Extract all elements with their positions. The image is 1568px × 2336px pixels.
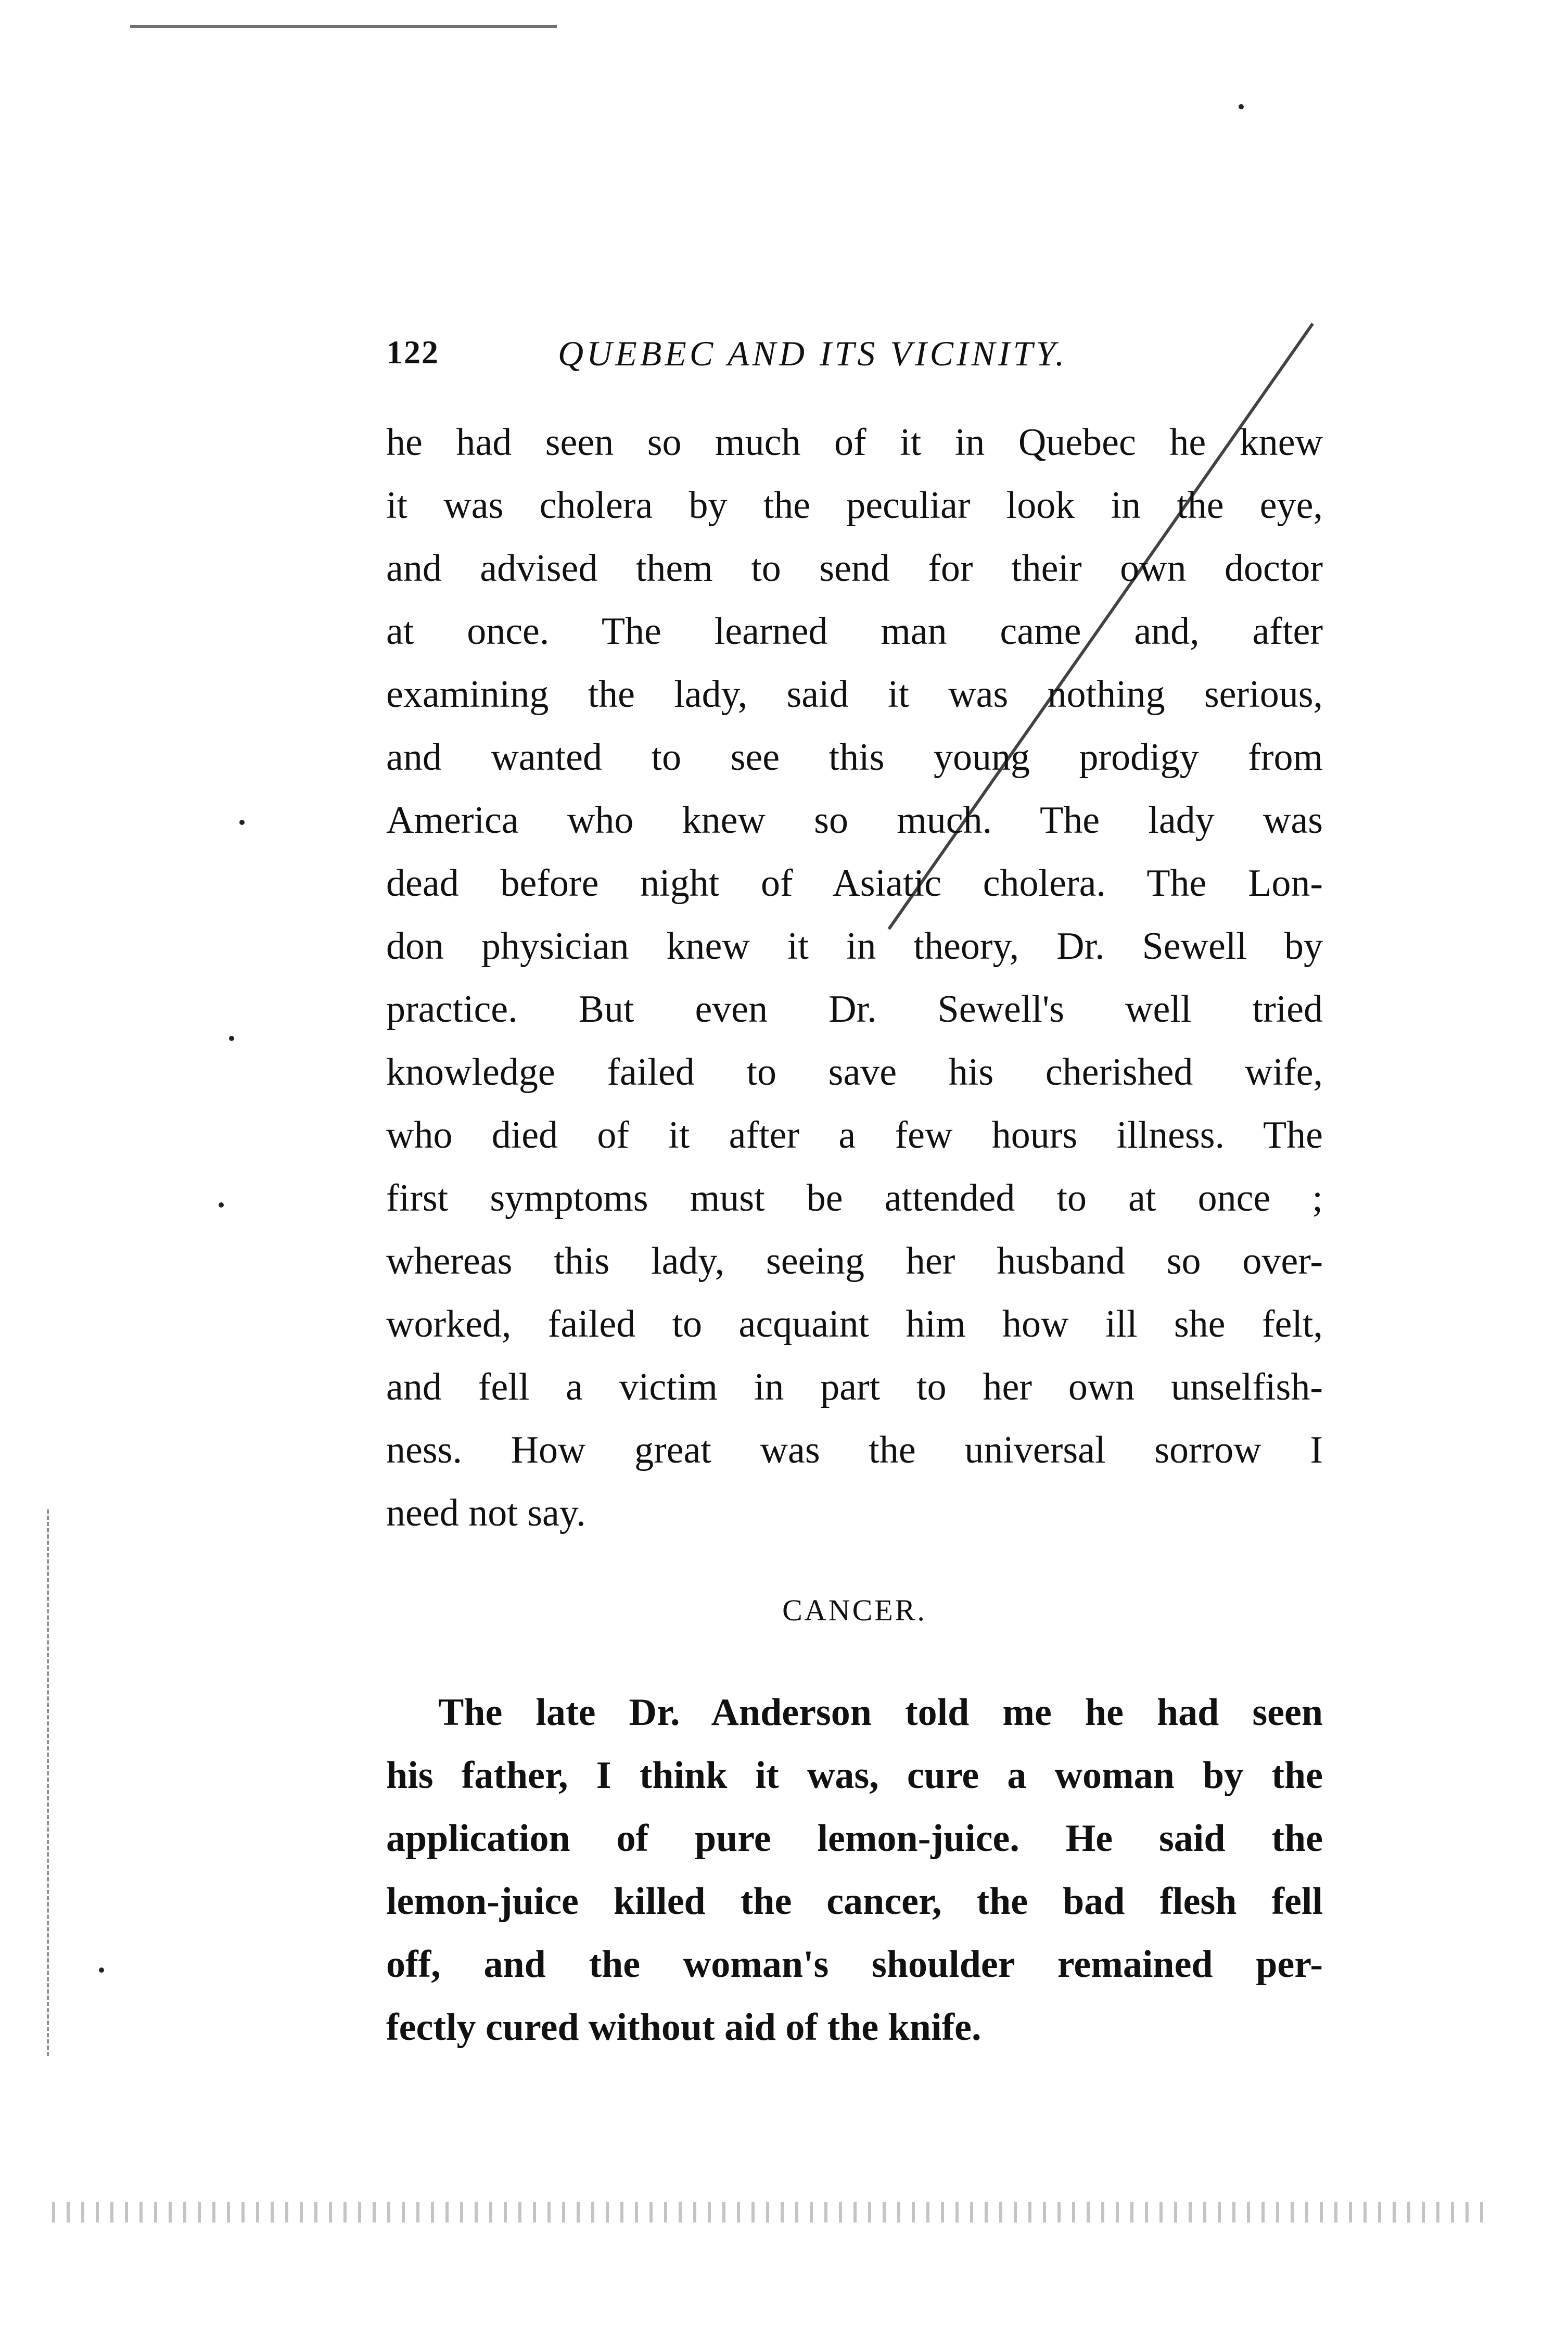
- text-line: knowledge failed to save his cherished wife,: [386, 1051, 1323, 1094]
- scan-artifact-bottom: [52, 2202, 1483, 2223]
- text-line: and fell a victim in part to her own unselfish-: [386, 1366, 1323, 1408]
- text-line: first symptoms must be attended to at once ;: [386, 1177, 1323, 1220]
- body-paragraph: [386, 411, 1323, 1545]
- text-line: need not say.: [386, 1492, 586, 1534]
- text-line: off, and the woman's shoulder remained per-: [386, 1943, 1323, 1986]
- text-line: practice. But even Dr. Sewell's well tried: [386, 988, 1323, 1031]
- text-line: ness. How great was the universal sorrow I: [386, 1429, 1323, 1471]
- text-line: lemon-juice killed the cancer, the bad flesh fell: [386, 1880, 1323, 1923]
- scan-speck: [219, 1202, 224, 1208]
- text-line: his father, I think it was, cure a woman by the: [386, 1754, 1323, 1797]
- running-title: QUEBEC AND ITS VICINITY.: [558, 334, 1067, 373]
- text-line: dead before night of Asiatic cholera. The Lon-: [386, 862, 1323, 905]
- text-line: America who knew so much. The lady was: [386, 799, 1323, 842]
- text-line: examining the lady, said it was nothing serious,: [386, 673, 1323, 716]
- section-paragraph: [386, 1681, 1323, 2059]
- page-number: 122: [386, 334, 439, 371]
- scan-speck: [99, 1967, 104, 1973]
- text-line: he had seen so much of it in Quebec he knew: [386, 421, 1323, 464]
- text-line: The late Dr. Anderson told me he had seen: [438, 1691, 1323, 1734]
- text-line: and wanted to see this young prodigy from: [386, 736, 1323, 779]
- text-line: application of pure lemon-juice. He said the: [386, 1817, 1323, 1860]
- scan-speck: [239, 820, 245, 825]
- page-header: [386, 333, 1208, 380]
- text-line: worked, failed to acquaint him how ill she felt,: [386, 1303, 1323, 1345]
- text-line: and advised them to send for their own doctor: [386, 547, 1323, 590]
- text-line: don physician knew it in theory, Dr. Sewell by: [386, 925, 1323, 968]
- scan-artifact-margin: [47, 1509, 51, 2056]
- text-line: at once. The learned man came and, after: [386, 610, 1323, 653]
- text-line: who died of it after a few hours illness. The: [386, 1114, 1323, 1157]
- scan-artifact-rule: [130, 25, 557, 28]
- scan-speck: [1239, 104, 1244, 109]
- text-line: fectly cured without aid of the knife.: [386, 2006, 981, 2049]
- scan-speck: [229, 1036, 234, 1041]
- section-heading: CANCER.: [782, 1593, 927, 1627]
- text-line: it was cholera by the peculiar look in the eye,: [386, 484, 1323, 527]
- text-line: whereas this lady, seeing her husband so over-: [386, 1240, 1323, 1283]
